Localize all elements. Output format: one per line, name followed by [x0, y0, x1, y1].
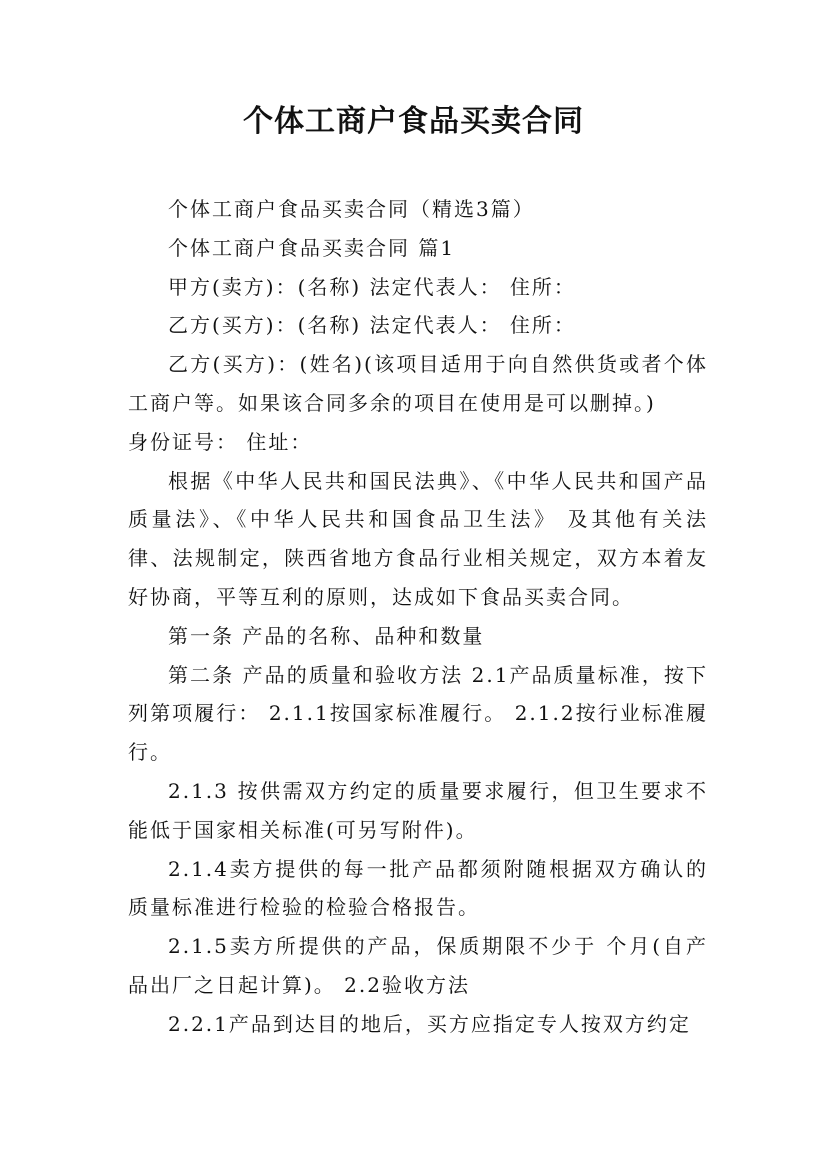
paragraph-clause-2-1-5: 2.1.5卖方所提供的产品，保质期限不少于 个月(自产品出厂之日起计算)。 2.2验收方法 [128, 934, 708, 997]
paragraph-legal-basis: 根据《中华人民共和国民法典》、《中华人民共和国产品质量法》、《中华人民共和国食品卫生法》 及其他有关法律、法规制定，陕西省地方食品行业相关规定，双方本着友好协商，平等互利的原则，达成如下食品买卖合同。 [128, 468, 708, 609]
document-title: 个体工商户食品买卖合同 [243, 104, 584, 139]
paragraph-party-a: 甲方(卖方)：(名称) 法定代表人： 住所： [168, 274, 576, 299]
paragraph-subtitle: 个体工商户食品买卖合同（精选3篇） [168, 197, 535, 221]
paragraph-party-b: 乙方(买方)：(名称) 法定代表人： 住所： [168, 313, 576, 338]
paragraph-id-address: 身份证号： 住址： [128, 429, 313, 454]
paragraph-clause-2-1-4: 2.1.4卖方提供的每一批产品都须附随根据双方确认的质量标准进行检验的检验合格报告。 [128, 856, 708, 920]
paragraph-article-2: 第二条 产品的质量和验收方法 2.1产品质量标准，按下列第项履行： 2.1.1按国家标准履行。 2.1.2按行业标准履行。 [128, 662, 708, 765]
paragraph-article-1: 第一条 产品的名称、品种和数量 [168, 623, 485, 648]
paragraph-clause-2-2-1: 2.2.1产品到达目的地后，买方应指定专人按双方约定 [168, 1011, 691, 1036]
paragraph-party-b-individual: 乙方(买方)：(姓名)(该项目适用于向自然供货或者个体工商户等。如果该合同多余的项目在使用是可以删掉。) [128, 352, 708, 415]
paragraph-section-heading: 个体工商户食品买卖合同 篇1 [168, 235, 456, 260]
paragraph-clause-2-1-3: 2.1.3 按供需双方约定的质量要求履行，但卫生要求不能低于国家相关标准(可另写附件)。 [128, 778, 708, 842]
document-body [128, 190, 708, 1044]
